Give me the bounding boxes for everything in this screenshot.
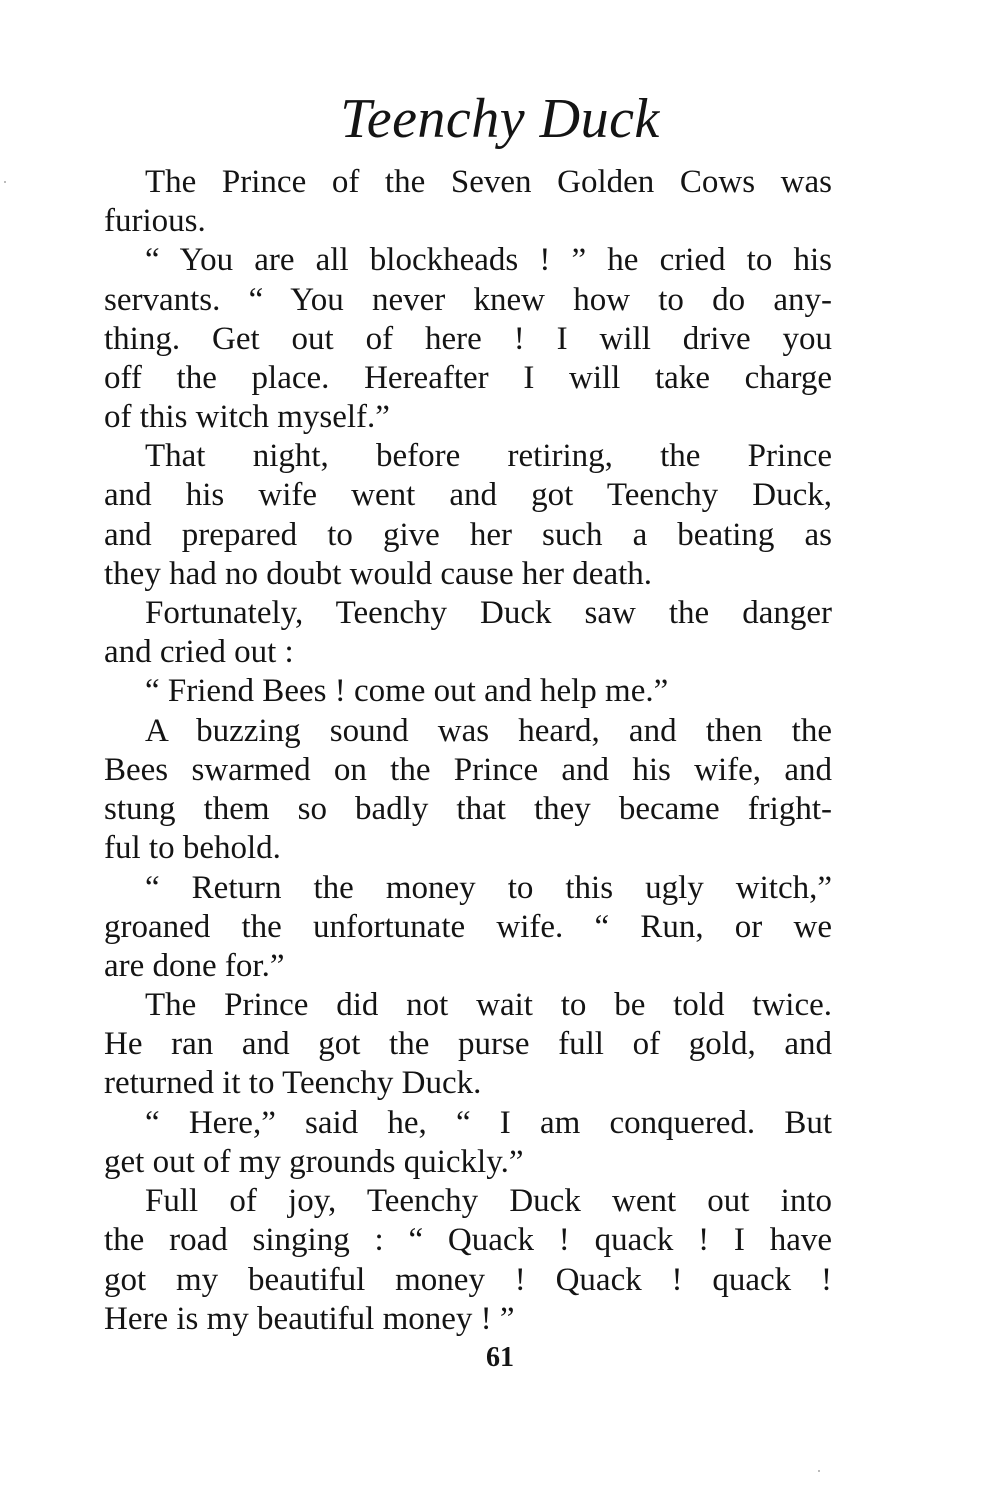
- text-line: ful to behold.: [104, 830, 281, 866]
- text-line: The Prince of the Seven Golden Cows was: [145, 164, 832, 200]
- text-line: Fortunately, Teenchy Duck saw the danger: [145, 595, 832, 631]
- text-line: Full of joy, Teenchy Duck went out into: [145, 1183, 832, 1219]
- text-line: and his wife went and got Teenchy Duck,: [104, 477, 832, 513]
- text-line: and prepared to give her such a beating as: [104, 517, 832, 553]
- page-number: 61: [486, 1342, 514, 1373]
- text-line: Bees swarmed on the Prince and his wife, and: [104, 752, 832, 788]
- text-line: That night, before retiring, the Prince: [145, 438, 832, 474]
- text-line: furious.: [104, 203, 206, 239]
- text-line: the road singing : “ Quack ! quack ! I have: [104, 1222, 832, 1258]
- text-line: stung them so badly that they became fright-: [104, 791, 832, 827]
- scan-speck: [818, 1470, 820, 1472]
- chapter-title: Teenchy Duck: [340, 88, 660, 150]
- text-line: “ Here,” said he, “ I am conquered. But: [145, 1105, 832, 1141]
- text-line: are done for.”: [104, 948, 285, 984]
- text-line: returned it to Teenchy Duck.: [104, 1065, 482, 1101]
- text-line: they had no doubt would cause her death.: [104, 556, 653, 592]
- text-line: of this witch myself.”: [104, 399, 390, 435]
- text-line: get out of my grounds quickly.”: [104, 1144, 524, 1180]
- text-line: “ Return the money to this ugly witch,”: [145, 870, 832, 906]
- text-line: A buzzing sound was heard, and then the: [145, 713, 832, 749]
- text-line: Here is my beautiful money ! ”: [104, 1301, 515, 1337]
- text-line: and cried out :: [104, 634, 294, 670]
- text-line: “ Friend Bees ! come out and help me.”: [145, 673, 669, 709]
- text-line: “ You are all blockheads ! ” he cried to his: [145, 242, 832, 278]
- text-line: He ran and got the purse full of gold, and: [104, 1026, 832, 1062]
- text-line: The Prince did not wait to be told twice.: [145, 987, 832, 1023]
- text-line: thing. Get out of here ! I will drive you: [104, 321, 832, 357]
- text-line: groaned the unfortunate wife. “ Run, or we: [104, 909, 832, 945]
- text-line: got my beautiful money ! Quack ! quack !: [104, 1262, 832, 1298]
- text-line: servants. “ You never knew how to do any-: [104, 282, 832, 318]
- scan-speck: [4, 181, 6, 183]
- text-line: off the place. Hereafter I will take charge: [104, 360, 832, 396]
